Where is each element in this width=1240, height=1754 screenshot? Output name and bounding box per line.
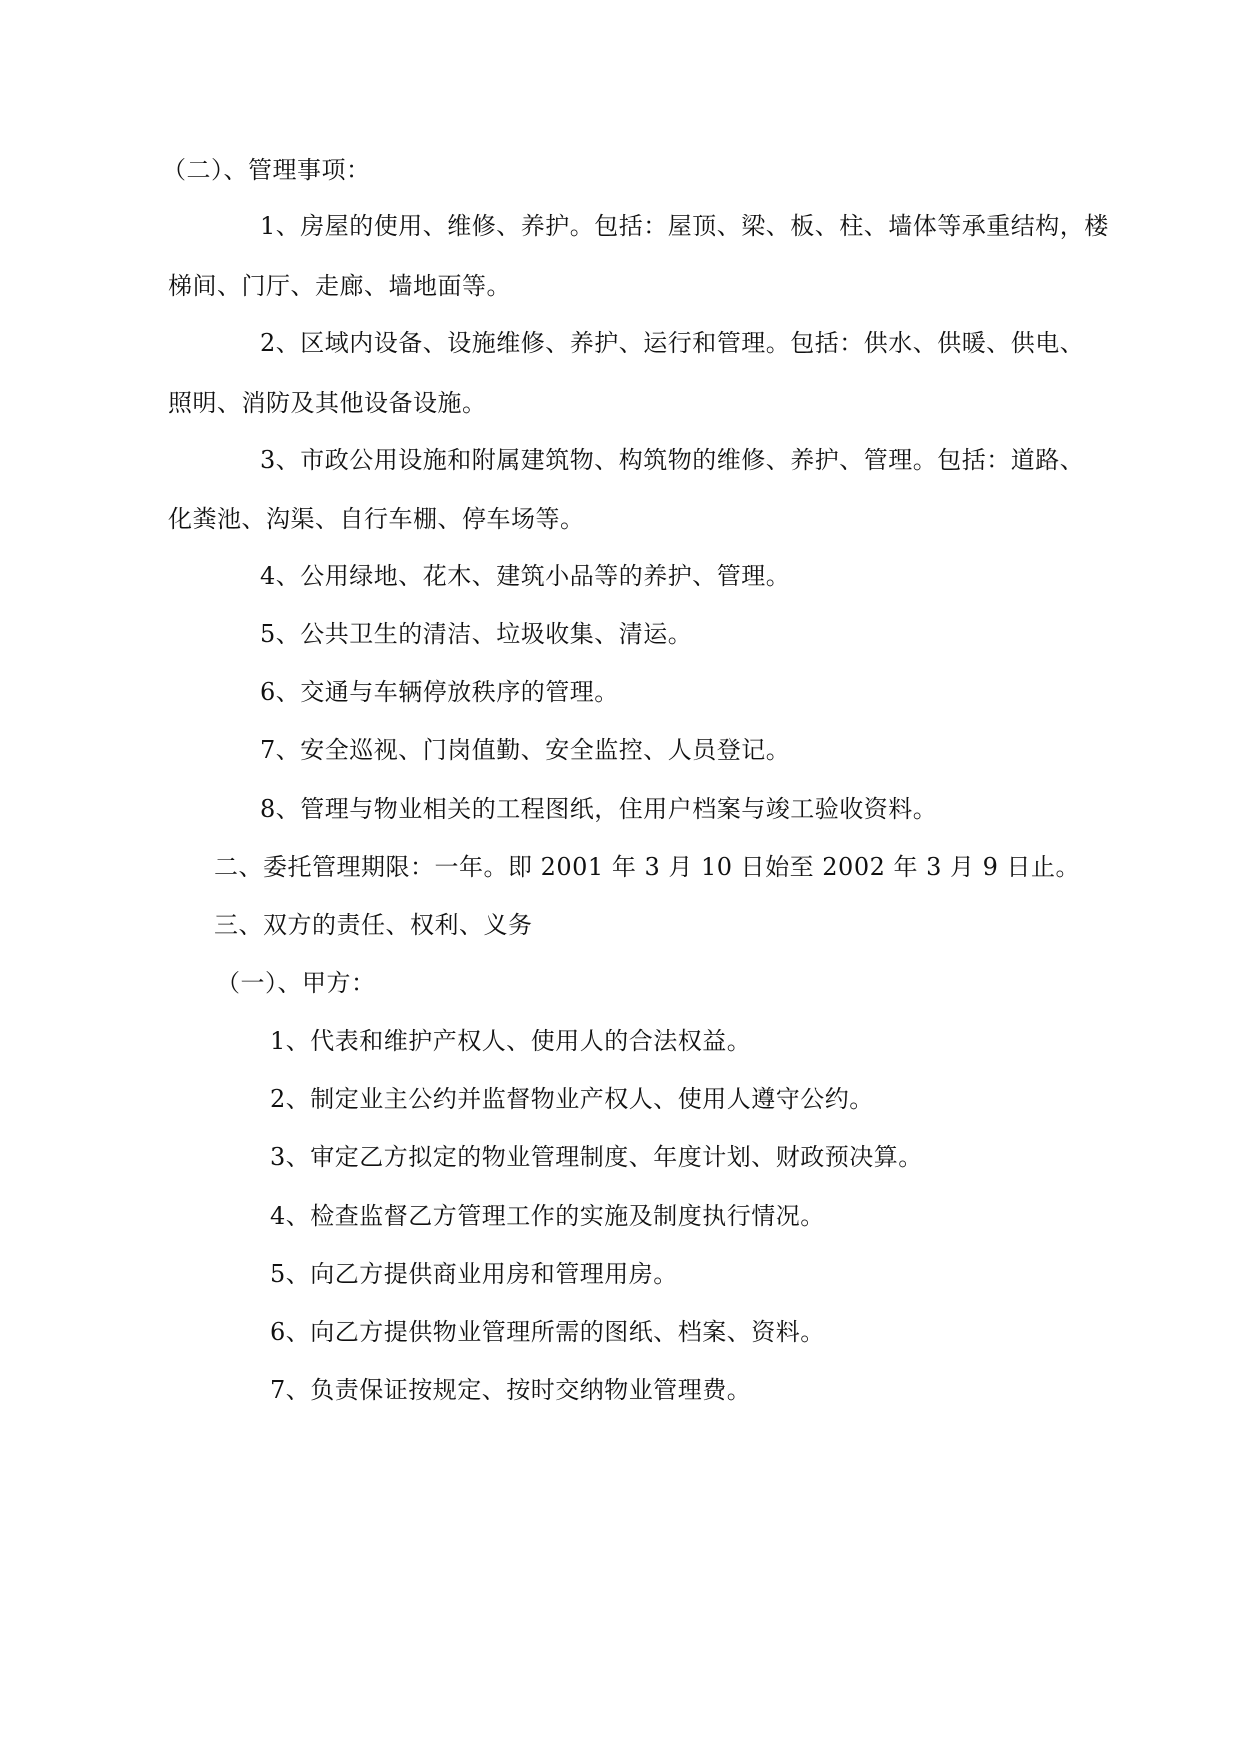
item-1-line-2: 梯间、门厅、走廊、墙地面等。 bbox=[168, 272, 511, 300]
item-2-line-2: 照明、消防及其他设备设施。 bbox=[168, 389, 487, 417]
item-8: 8、管理与物业相关的工程图纸，住用户档案与竣工验收资料。 bbox=[260, 795, 938, 823]
section-heading-management-items: （二）、管理事项： bbox=[162, 156, 371, 184]
party-a-item: 5、向乙方提供商业用房和管理用房。 bbox=[270, 1260, 678, 1288]
item-2-line-1: 2、区域内设备、设施维修、养护、运行和管理。包括：供水、供暖、供电、 bbox=[260, 329, 1085, 357]
party-a-item: 3、审定乙方拟定的物业管理制度、年度计划、财政预决算。 bbox=[270, 1143, 923, 1171]
party-a-item: 7、负责保证按规定、按时交纳物业管理费。 bbox=[270, 1376, 752, 1404]
section-heading-responsibilities: 三、双方的责任、权利、义务 bbox=[214, 911, 533, 939]
term-line: 二、委托管理期限：一年。即 2001 年 3 月 10 日始至 2002 年 3 月 9 日止。 bbox=[214, 853, 1081, 881]
item-4: 4、公用绿地、花木、建筑小品等的养护、管理。 bbox=[260, 562, 791, 590]
item-5: 5、公共卫生的清洁、垃圾收集、清运。 bbox=[260, 620, 693, 648]
party-a-item: 6、向乙方提供物业管理所需的图纸、档案、资料。 bbox=[270, 1318, 825, 1346]
item-3-line-1: 3、市政公用设施和附属建筑物、构筑物的维修、养护、管理。包括：道路、 bbox=[260, 446, 1085, 474]
party-a-item: 4、检查监督乙方管理工作的实施及制度执行情况。 bbox=[270, 1202, 825, 1230]
party-a-heading: （一）、甲方： bbox=[216, 969, 376, 997]
item-6: 6、交通与车辆停放秩序的管理。 bbox=[260, 678, 619, 706]
party-a-item: 1、代表和维护产权人、使用人的合法权益。 bbox=[270, 1027, 752, 1055]
item-3-line-2: 化粪池、沟渠、自行车棚、停车场等。 bbox=[168, 505, 585, 533]
item-1-line-1: 1、房屋的使用、维修、养护。包括：屋顶、梁、板、柱、墙体等承重结构，楼 bbox=[260, 212, 1109, 240]
party-a-item: 2、制定业主公约并监督物业产权人、使用人遵守公约。 bbox=[270, 1085, 874, 1113]
item-7: 7、安全巡视、门岗值勤、安全监控、人员登记。 bbox=[260, 736, 791, 764]
